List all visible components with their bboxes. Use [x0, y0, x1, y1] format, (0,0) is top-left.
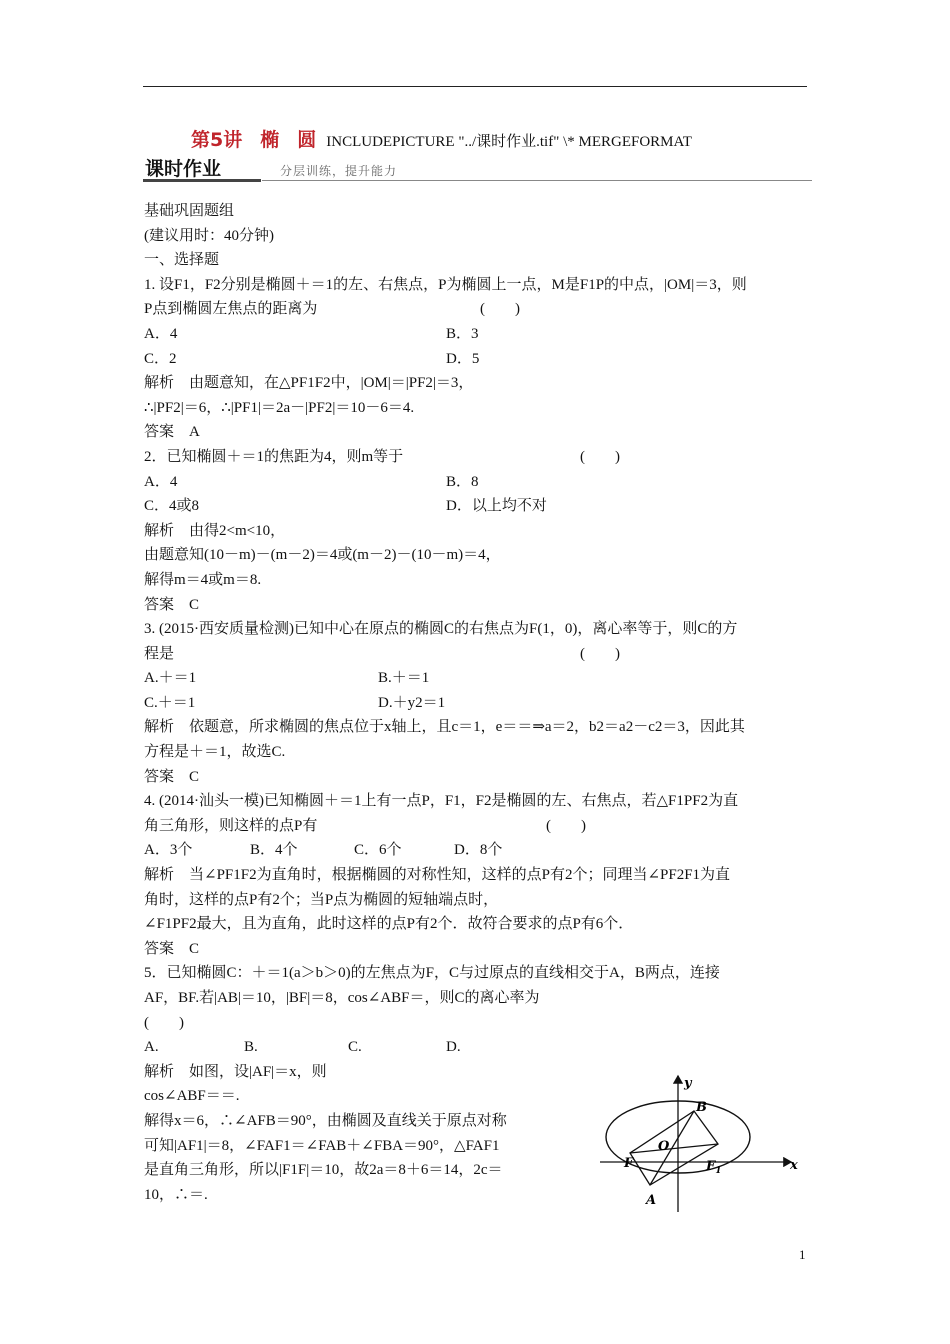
q4-option-b: B．4个	[250, 842, 298, 859]
title-lecture: 第5讲	[191, 129, 243, 151]
ellipse-figure	[598, 1071, 810, 1216]
label-x: x	[790, 1158, 798, 1173]
title-topic-2: 圆	[297, 129, 317, 151]
q3-option-c: C.＋＝1	[144, 694, 196, 711]
q2-options-ab	[144, 470, 808, 495]
q4-option-a: A．3个	[144, 842, 193, 859]
title-topic-1: 椭	[260, 129, 280, 151]
q1-option-b: B．3	[446, 325, 479, 342]
label-f1-sub: 1	[715, 1166, 722, 1176]
q5-solution-1: 解析 如图，设|AF|＝x，则	[144, 1063, 327, 1080]
q2-solution-1: 解析 由得2<m<10，	[144, 522, 286, 539]
section-group: 基础巩固题组	[144, 203, 235, 219]
q2-option-c: C．4或8	[144, 498, 200, 515]
q4-stem-2-row	[144, 814, 808, 839]
q1-option-c: C．2	[144, 350, 177, 367]
q4-stem-1: 4. (2014·汕头一模)已知椭圆＋＝1上有一点P，F1，F2是椭圆的左、右焦点，若△F1PF2为直	[144, 793, 739, 810]
q5-option-d: D.	[446, 1039, 461, 1056]
q5-solution-4: 可知|AF1|＝8，∠FAF1＝∠FAB＋∠FBA＝90°，△FAF1	[144, 1137, 500, 1154]
chord-ab	[650, 1111, 694, 1185]
q3-stem-2: 程是	[144, 645, 175, 662]
q2-stem-row	[144, 445, 808, 470]
label-b: B	[696, 1100, 707, 1115]
q2-option-b: B．8	[446, 473, 479, 490]
q5-option-a: A.	[144, 1039, 159, 1056]
q1-option-a: A．4	[144, 325, 178, 342]
q2-answer: 答案 C	[144, 596, 200, 613]
q1-option-d: D．5	[446, 350, 480, 367]
label-y: y	[684, 1076, 692, 1091]
q1-stem-1: 1. 设F1，F2分别是椭圆＋＝1的左、右焦点，P为椭圆上一点，M是F1P的中点，|OM|＝3，则	[144, 276, 747, 293]
q4-stem-2: 角三角形，则这样的点P有	[144, 817, 318, 834]
q2-option-a: A．4	[144, 473, 178, 490]
q5-stem-1: 5．已知椭圆C：＋＝1(a＞b＞0)的左焦点为F，C与过原点的直线相交于A，B两点，连接	[144, 965, 720, 982]
q5-option-b: B.	[244, 1039, 258, 1056]
q1-answer-bracket: ( )	[480, 301, 520, 318]
q4-answer-bracket: ( )	[546, 817, 586, 834]
homework-badge: 课时作业	[145, 158, 222, 180]
q5-solution-6: 10，∴＝.	[144, 1186, 208, 1203]
q4-solution-1: 解析 当∠PF1F2为直角时，根据椭圆的对称性知，这样的点P有2个；同理当∠PF2F1为直	[144, 867, 731, 884]
q3-answer-bracket: ( )	[580, 645, 620, 662]
exercise-content	[144, 199, 808, 1207]
q5-options	[144, 1035, 808, 1060]
q4-option-c: C．6个	[354, 842, 402, 859]
page-number: 1	[799, 1247, 806, 1262]
q2-stem: 2．已知椭圆＋＝1的焦距为4，则m等于	[144, 448, 404, 465]
label-f1-main: F	[706, 1159, 716, 1174]
q3-stem-1: 3. (2015·西安质量检测)已知中心在原点的椭圆C的右焦点为F(1，0)，离心率等于，则C的方	[144, 621, 738, 638]
q2-solution-3: 解得m＝4或m＝8.	[144, 571, 262, 588]
header-rule	[143, 86, 807, 87]
q3-option-a: A.＋＝1	[144, 670, 197, 687]
q1-solution-1: 解析 由题意知，在△PF1F2中，|OM|＝|PF2|＝3，	[144, 375, 474, 392]
label-a: A	[646, 1193, 657, 1208]
q1-options-cd	[144, 347, 808, 372]
label-f: F	[624, 1156, 634, 1171]
q1-options-ab	[144, 322, 808, 347]
homework-subtitle: 分层训练，提升能力	[280, 164, 398, 178]
q3-solution-2: 方程是＋＝1，故选C.	[144, 744, 286, 761]
q2-option-d: D．以上均不对	[446, 498, 547, 515]
lecture-title	[191, 125, 692, 152]
q4-solution-3: ∠F1PF2最大，且为直角，此时这样的点P有2个．故符合要求的点P有6个．	[144, 916, 634, 933]
section-part: 一、选择题	[144, 252, 220, 269]
q3-options-cd	[144, 691, 808, 716]
q3-answer: 答案 C	[144, 768, 200, 785]
q5-solution-2: cos∠ABF＝＝.	[144, 1088, 240, 1105]
include-field-code: INCLUDEPICTURE "../课时作业.tif" \* MERGEFORMAT	[326, 134, 692, 150]
q5-stem-2: AF，BF.若|AB|＝10，|BF|＝8，cos∠ABF＝，则C的离心率为	[144, 990, 540, 1006]
q4-option-d: D．8个	[454, 842, 503, 859]
q5-answer-bracket: ( )	[144, 1014, 184, 1031]
q1-solution-2: ∴|PF2|＝6，∴|PF1|＝2a－|PF2|＝10－6＝4.	[144, 399, 415, 416]
q3-options-ab	[144, 666, 808, 691]
label-o: O	[658, 1139, 670, 1154]
q5-solution-3: 解得x＝6，∴∠AFB＝90°，由椭圆及直线关于原点对称	[144, 1112, 507, 1129]
q3-option-d: D.＋y2＝1	[378, 694, 446, 711]
q3-stem-2-row	[144, 642, 808, 667]
section-time: (建议用时：40分钟)	[144, 227, 274, 244]
q5-solution-5: 是直角三角形，所以|F1F|＝10，故2a＝8＋6＝14，2c＝	[144, 1162, 503, 1179]
q3-option-b: B.＋＝1	[378, 670, 430, 687]
q2-answer-bracket: ( )	[580, 448, 620, 465]
q1-stem-2: P点到椭圆左焦点的距离为	[144, 301, 318, 318]
q2-solution-2: 由题意知(10－m)－(m－2)＝4或(m－2)－(10－m)＝4，	[144, 547, 501, 564]
q3-solution-1: 解析 依题意，所求椭圆的焦点位于x轴上，且c＝1，e＝＝⇒a＝2，b2＝a2－c2＝3，因此其	[144, 719, 745, 736]
q1-stem-2-row	[144, 297, 808, 322]
q4-solution-2: 角时，这样的点P有2个；当P点为椭圆的短轴端点时，	[144, 891, 499, 908]
q4-answer: 答案 C	[144, 940, 200, 957]
badge-underline	[143, 179, 261, 182]
q2-options-cd	[144, 494, 808, 519]
q4-options	[144, 838, 808, 863]
subtitle-rule	[262, 180, 812, 181]
q1-answer: 答案 A	[144, 424, 200, 441]
q5-option-c: C.	[348, 1039, 362, 1056]
